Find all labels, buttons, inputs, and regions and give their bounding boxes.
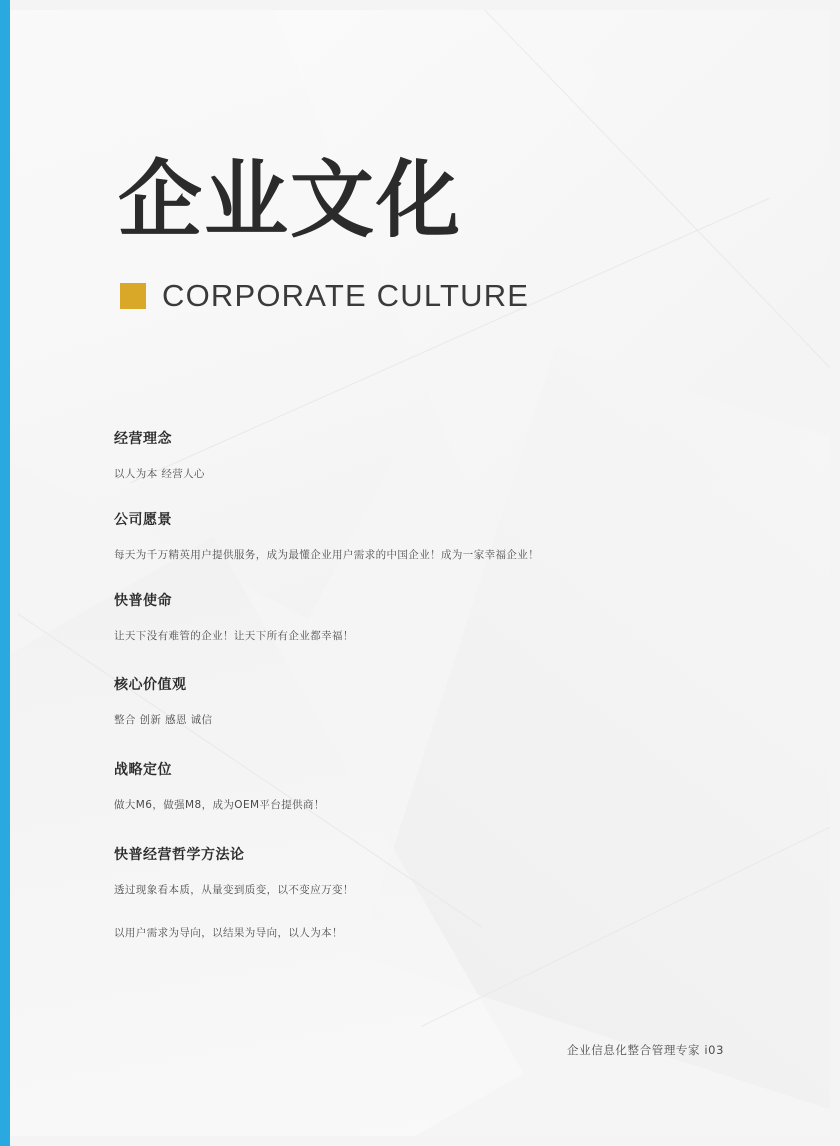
page-footer: 企业信息化整合管理专家 i03: [567, 1043, 724, 1057]
section-body-line: 每天为千万精英用户提供服务，成为最懂企业用户需求的中国企业！成为一家幸福企业！: [114, 548, 540, 561]
left-accent-bar: [0, 0, 10, 1146]
section-heading: 战略定位: [114, 762, 172, 779]
section-management-methodology: [114, 844, 734, 942]
section-core-values: [114, 674, 734, 729]
section-heading: 核心价值观: [114, 677, 187, 694]
page-title-cn: 企业文化: [118, 151, 463, 249]
page-frame: [10, 10, 830, 1136]
section-mission: [114, 590, 734, 645]
section-company-vision: [114, 509, 734, 564]
section-body-line: 做大M6，做强M8，成为OEM平台提供商！: [114, 799, 325, 812]
culture-section-list: [114, 428, 734, 968]
section-heading: 经营理念: [114, 431, 172, 447]
section-strategic-positioning: [114, 759, 734, 814]
section-heading: 快普经营哲学方法论: [114, 846, 245, 863]
section-body-line: 透过现象看本质，从量变到质变，以不变应万变！: [114, 883, 354, 896]
section-business-philosophy: [114, 428, 734, 483]
section-heading: 快普使命: [114, 592, 172, 609]
section-body-line: 以用户需求为导向，以结果为导向，以人为本！: [114, 926, 343, 939]
section-body-line: 以人为本 经营人心: [114, 468, 205, 480]
page-subtitle-row: [120, 278, 529, 314]
square-marker-icon: [120, 283, 146, 309]
section-heading: 公司愿景: [114, 511, 172, 528]
section-body-line: 让天下没有难管的企业！让天下所有企业都幸福！: [114, 629, 354, 642]
page-header: [118, 151, 530, 314]
page-title-en: CORPORATE CULTURE: [162, 278, 530, 313]
section-body-line: 整合 创新 感恩 诚信: [114, 714, 213, 727]
